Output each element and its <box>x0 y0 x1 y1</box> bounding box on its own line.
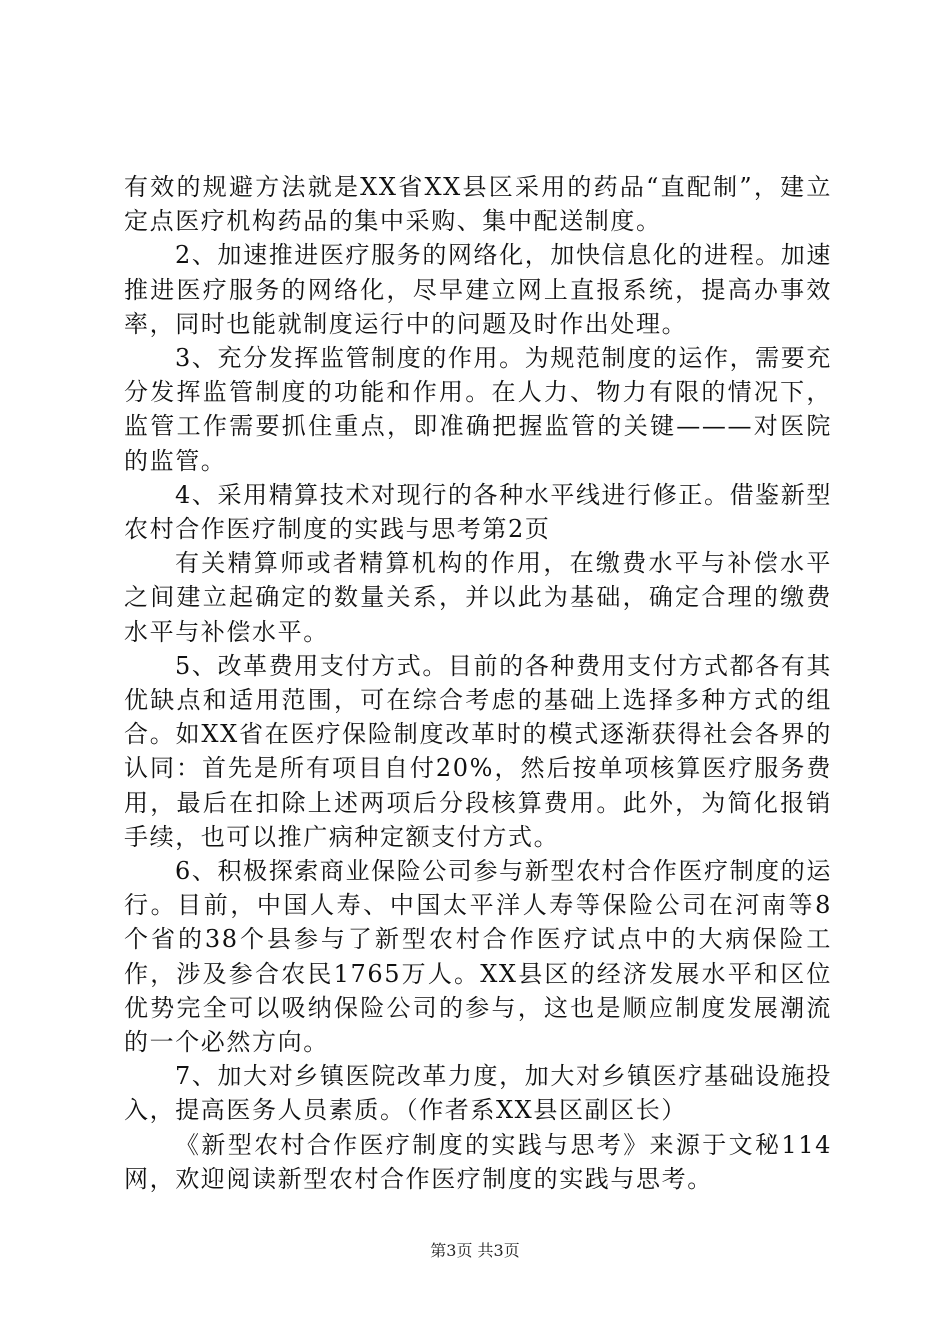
paragraph-9: 《新型农村合作医疗制度的实践与思考》来源于文秘114网，欢迎阅读新型农村合作医疗制度的实践与思考。 <box>124 1130 832 1193</box>
document-body <box>124 170 832 1196</box>
paragraph-7: 6、积极探索商业保险公司参与新型农村合作医疗制度的运行。目前，中国人寿、中国太平洋人寿等保险公司在河南等8个省的38个县参与了新型农村合作医疗试点中的大病保险工作，涉及参合农民1765万人。XX县区的经济发展水平和区位优势完全可以吸纳保险公司的参与，这也是顺应制度发展潮流的一个必然方向。 <box>124 857 832 1057</box>
paragraph-1: 有效的规避方法就是XX省XX县区采用的药品“直配制”，建立定点医疗机构药品的集中采购、集中配送制度。 <box>124 173 832 236</box>
paragraph-6: 5、改革费用支付方式。目前的各种费用支付方式都各有其优缺点和适用范围，可在综合考虑的基础上选择多种方式的组合。如XX省在医疗保险制度改革时的模式逐渐获得社会各界的认同：首先是所有项目自付20%，然后按单项核算医疗服务费用，最后在扣除上述两项后分段核算费用。此外，为简化报销手续，也可以推广病种定额支付方式。 <box>124 651 832 851</box>
paragraph-4: 4、采用精算技术对现行的各种水平线进行修正。借鉴新型农村合作医疗制度的实践与思考第2页 <box>124 480 832 544</box>
paragraph-2: 2、加速推进医疗服务的网络化，加快信息化的进程。加速推进医疗服务的网络化，尽早建立网上直报系统，提高办事效率，同时也能就制度运行中的问题及时作出处理。 <box>124 241 832 338</box>
paragraph-8: 7、加大对乡镇医院改革力度，加大对乡镇医疗基础设施投入，提高医务人员素质。（作者系XX县区副区长） <box>124 1062 832 1125</box>
page-footer: 第3页 共3页 <box>430 1241 520 1260</box>
paragraph-3: 3、充分发挥监管制度的作用。为规范制度的运作，需要充分发挥监管制度的功能和作用。在人力、物力有限的情况下，监管工作需要抓住重点，即准确把握监管的关键———对医院的监管。 <box>124 344 832 475</box>
paragraph-5: 有关精算师或者精算机构的作用，在缴费水平与补偿水平之间建立起确定的数量关系，并以此为基础，确定合理的缴费水平与补偿水平。 <box>124 549 832 646</box>
